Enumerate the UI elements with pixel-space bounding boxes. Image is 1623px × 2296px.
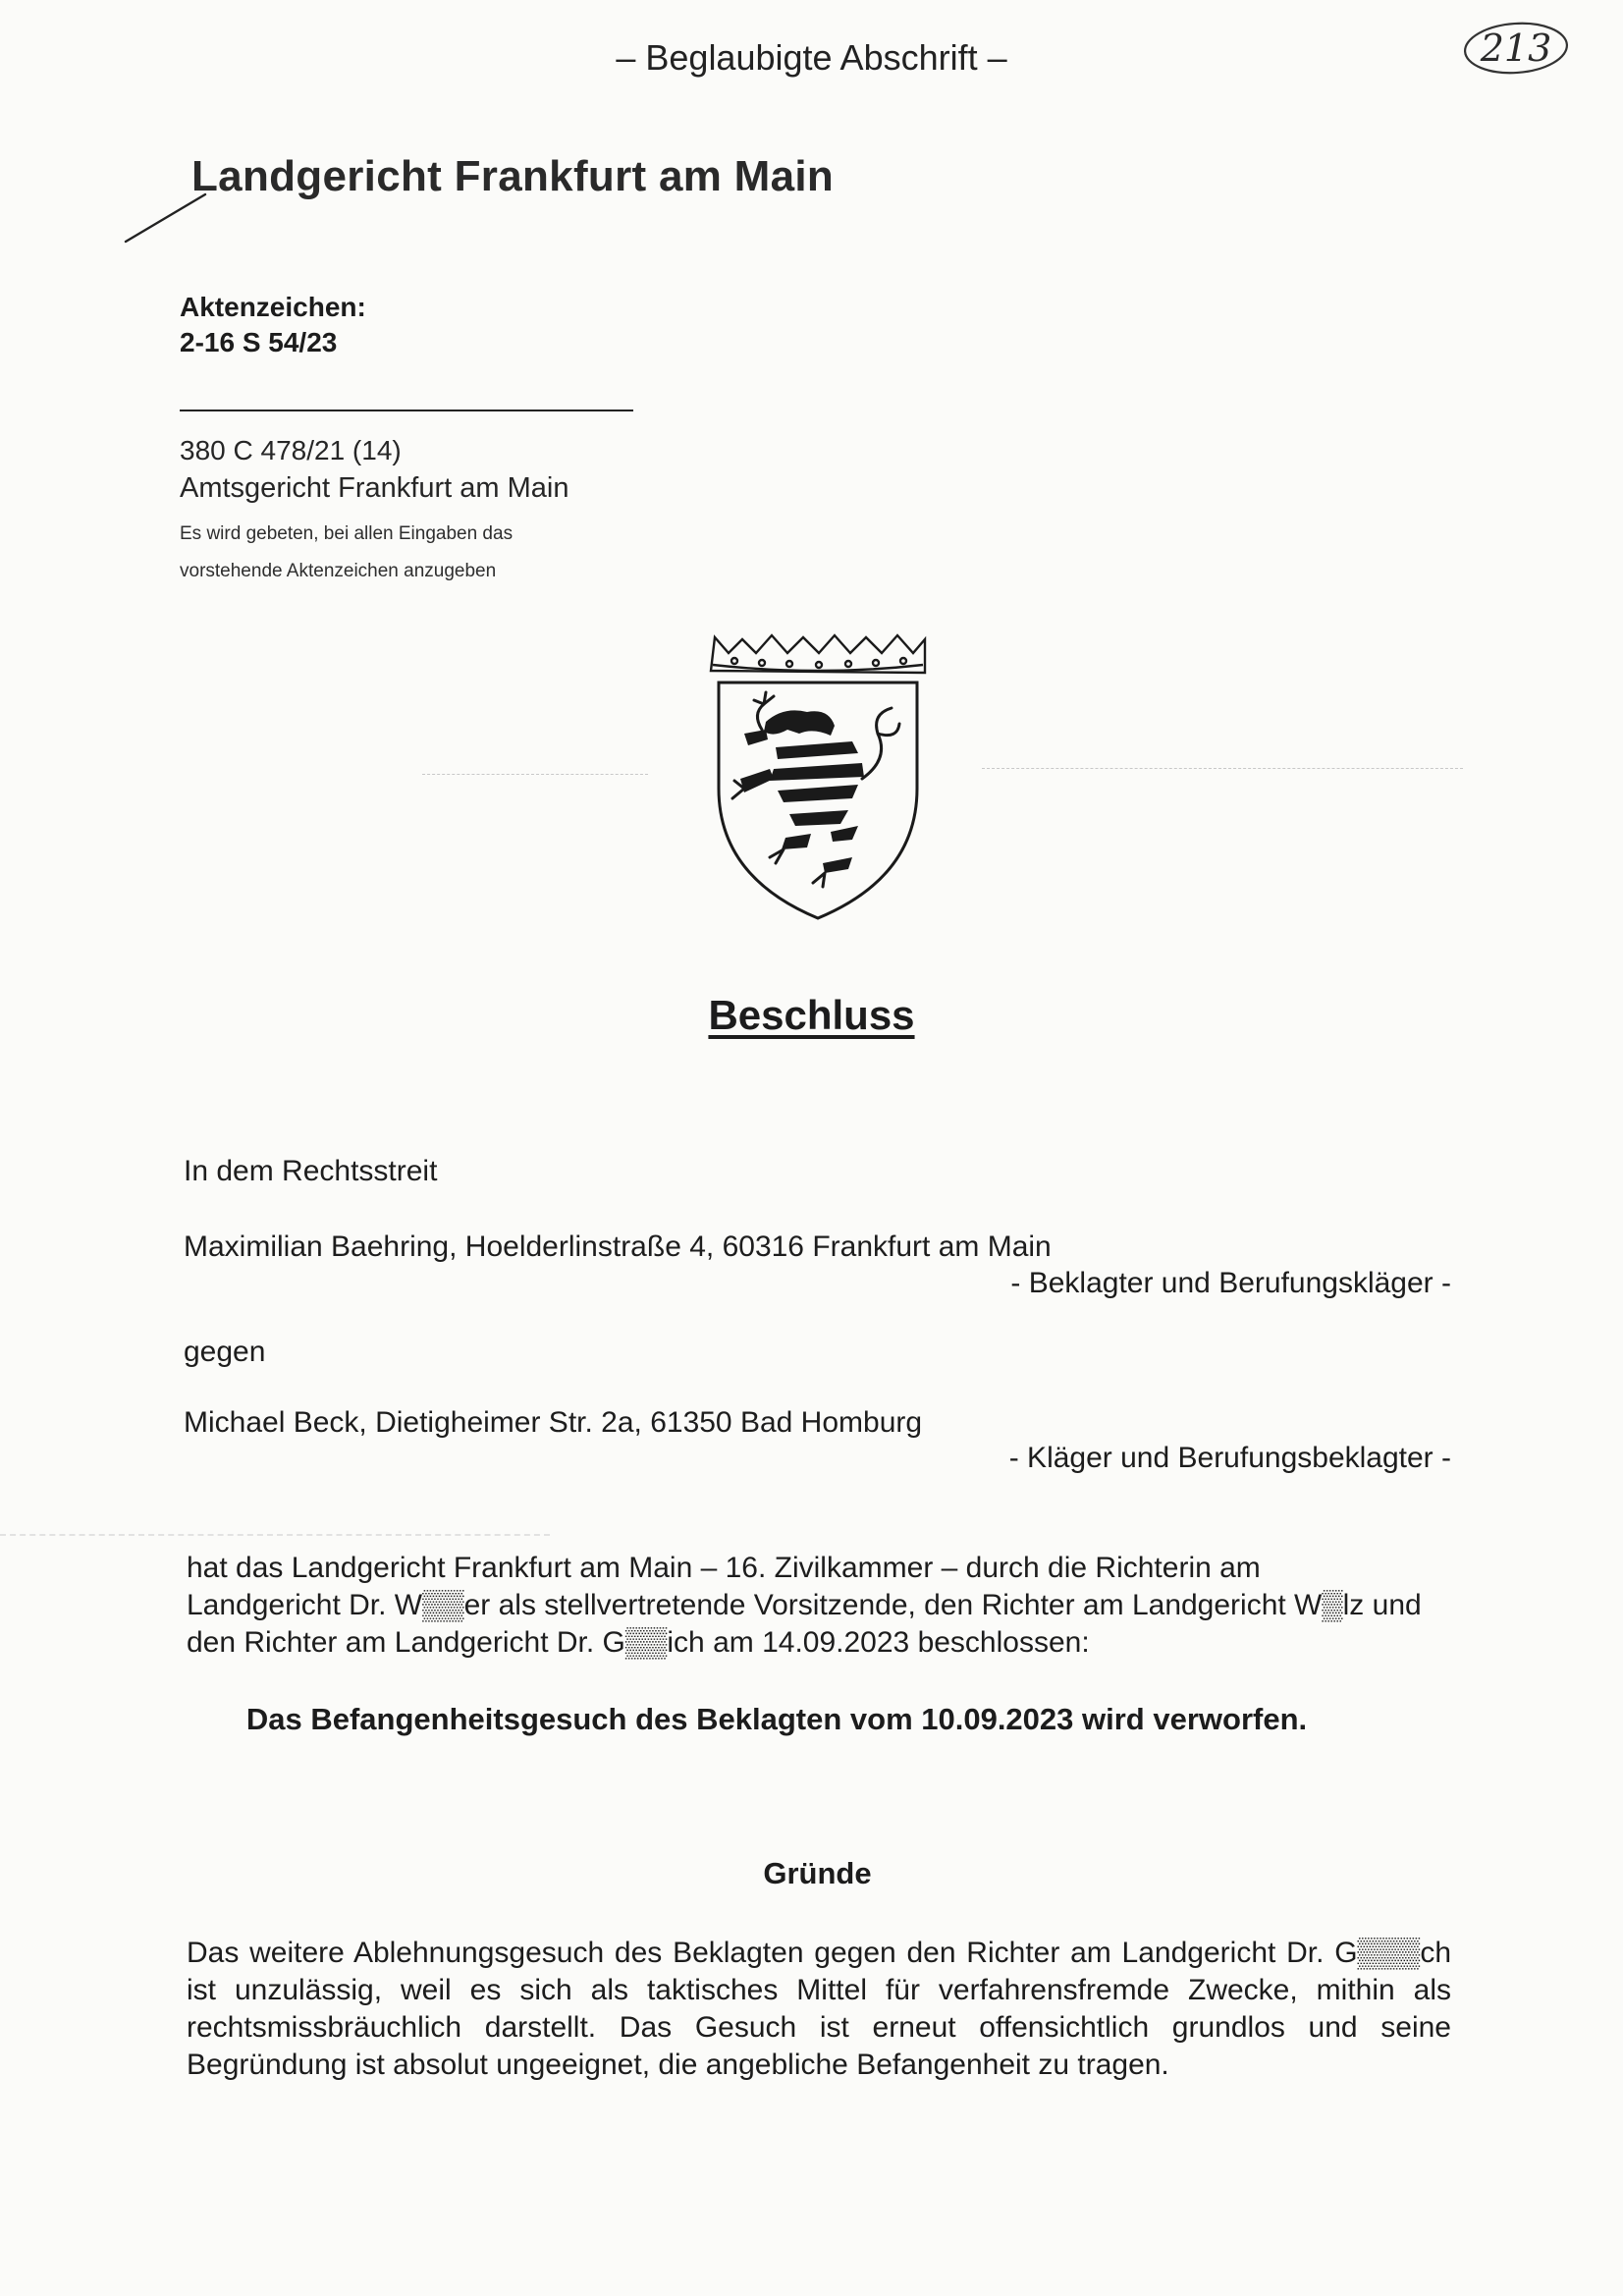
panel-line-2: Landgericht Dr. W▒▒er als stellvertretende Vorsitzende, den Richter am Landgericht W▒lz und: [187, 1589, 1422, 1621]
note-line-1: Es wird gebeten, bei allen Eingaben das: [180, 523, 514, 544]
handwritten-page-number: [1461, 18, 1571, 79]
scan-artifact-line: [982, 768, 1463, 769]
reasons-paragraph: Das weitere Ablehnungsgesuch des Beklagten gegen den Richter am Landgericht Dr. G▒▒▒ch ist unzulässig, weil es sich als taktisches Mittel für verfahrensfremde Zwecke, mithin als rechtsmissbräuchlich darstellt. Das Gesuch ist erneut offensichtlich grundlos und seine Begründung ist absolut ungeeignet, die angebliche Befangenheit zu tragen.: [187, 1937, 1451, 2081]
note-line-2: vorstehende Aktenzeichen anzugeben: [180, 561, 497, 581]
party-1-role: - Beklagter und Berufungskläger -: [1010, 1267, 1451, 1299]
hessen-lion-crest-icon: [705, 631, 931, 921]
document-title: Beschluss: [708, 992, 915, 1038]
party-1: Maximilian Baehring, Hoelderlinstraße 4, 60316 Frankfurt am Main: [184, 1230, 1052, 1263]
intro-text: In dem Rechtsstreit: [184, 1155, 438, 1187]
file-number-note: [180, 516, 513, 590]
reasons-heading: Gründe: [763, 1856, 872, 1890]
certified-copy-note: – Beglaubigte Abschrift –: [616, 37, 1007, 78]
court-name: Landgericht Frankfurt am Main: [191, 152, 835, 200]
panel-line-1: hat das Landgericht Frankfurt am Main – 16. Zivilkammer – durch die Richterin am: [187, 1552, 1261, 1584]
lower-court-file-number: 380 C 478/21 (14): [180, 435, 402, 465]
party-2-role: - Kläger und Berufungsbeklagter -: [1008, 1442, 1451, 1474]
page-number-text: 213: [1480, 27, 1552, 70]
file-number-block: [180, 290, 366, 360]
file-number-label: Aktenzeichen:: [180, 292, 366, 322]
party-2: Michael Beck, Dietigheimer Str. 2a, 61350 Bad Homburg: [184, 1406, 923, 1439]
scan-artifact-line: [422, 774, 648, 775]
divider: [180, 410, 633, 411]
panel-line-3: den Richter am Landgericht Dr. G▒▒ich am 14.09.2023 beschlossen:: [187, 1626, 1090, 1659]
file-number: 2-16 S 54/23: [180, 327, 338, 357]
scan-artifact-line: [0, 1534, 550, 1536]
lower-court-name: Amtsgericht Frankfurt am Main: [180, 472, 569, 504]
panel-paragraph: [187, 1550, 1422, 1662]
decision-statement: Das Befangenheitsgesuch des Beklagten vom 10.09.2023 wird verworfen.: [245, 1702, 1308, 1736]
versus-text: gegen: [184, 1336, 266, 1368]
lower-court-block: [180, 432, 568, 507]
